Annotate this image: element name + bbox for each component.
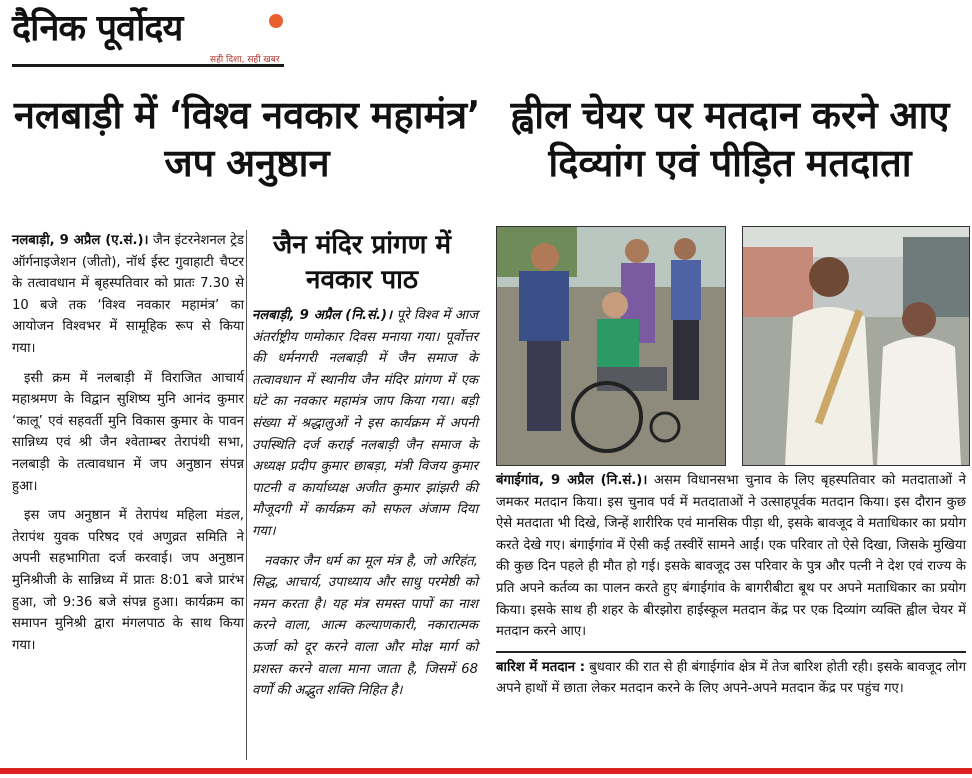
article3-headline: ह्वील चेयर पर मतदान करने आए दिव्यांग एवं पीड़ित मतदाता: [510, 93, 950, 185]
article2-body: [252, 305, 478, 710]
article2-para-1: [252, 305, 478, 543]
article1-body: [12, 230, 244, 664]
article3-body: [496, 470, 966, 708]
article3-subhead-text: बुधवार की रात से ही बंगाईगांव क्षेत्र में तेज बारिश होती रही। इसके बावजूद लोग अपने हाथों में छाता लेकर मतदान करने के लिए अपने-अपने मतदान केंद्र पर पहुंच गए।: [496, 659, 967, 697]
wheelchair-voter-photo: [496, 226, 726, 466]
article1-para-1-text: जैन इंटरनेशनल ट्रेड ऑर्गनाइजेशन (जीतो), नॉर्थ ईस्ट गुवाहाटी चैप्टर के तत्वावधान में बृहस्पतिवार को प्रातः 7.30 से 10 बजे तक ‘विश्व नवकार महामंत्र’ का आयोजन विश्वभर में सामूहिक रूप से किया गया।: [12, 233, 244, 356]
article2-headline: जैन मंदिर प्रांगण में नवकार पाठ: [272, 230, 452, 296]
masthead-tagline: सही दिशा, सही खबर: [210, 55, 280, 65]
article3-rain-para: [496, 651, 966, 700]
article2-para-1-text: पूरे विश्व में आज अंतर्राष्ट्रीय णमोकार दिवस मनाया गया। पूर्वोत्तर की धर्मनगरी नलबाड़ी में जैन समाज के तत्वावधान में स्थानीय जैन मंदिर प्रांगण में एक घंटे का नवकार महामंत्र जाप किया गया। बड़ी संख्या में श्रद्धालुओं ने इस कार्यक्रम में अपनी उपस्थिति दर्ज कराई नलबाड़ी जैन समाज के अध्यक्ष प्रदीप कुमार छाबड़ा, मंत्री विजय कुमार पाटनी व कार्याध्यक्ष अजीत कुमार झांझरी की मौजूदगी में कार्यक्रम को सफल अंजाम दिया गया।: [252, 308, 478, 539]
article1-para-2: इसी क्रम में नलबाड़ी में विराजित आचार्य महाश्रमण के विद्वान सुशिष्य मुनि आनंद कुमार ‘कालू’ एवं सहवर्ती मुनि विकास कुमार के पावन सान्निध्य एवं श्री जैन श्वेताम्बर तेरापंथी सभा, नलबाड़ी के तत्वावधान में जप अनुष्ठान संपन्न हुआ।: [12, 370, 244, 494]
article3-para-1-text: असम विधानसभा चुनाव के लिए बृहस्पतिवार को मतदाताओं ने जमकर मतदान किया। इस चुनाव पर्व में मतदाताओं ने उत्साहपूर्वक मतदान किया। इस दौरान कुछ ऐसे मतदाता भी दिखे, जिन्हें शारीरिक एवं मानसिक पीड़ा थी, इसके बावजूद वे मताधिकार का प्रयोग करते देखे गए। बंगाईगांव में ऐसी कई तस्वीरें सामने आईं। एक परिवार तो ऐसे दिखा, जिसके मुखिया की कुछ दिन पहले ही मौत हो गई। इसके बावजूद उस परिवार के पुत्र और पत्नी ने देश एवं राज्य के प्रति अपने कर्तव्य का पालन करते हुए बंगाईगांव के बागरीबीटा बूथ पर अपने मताधिकार का प्रयोग किया। इसके साथ ही शहर के बीरझोरा हाईस्कूल मतदान केंद्र पर एक दिव्यांग व्यक्ति ह्वील चेयर में मतदान करने आए।: [496, 473, 966, 640]
article3-subhead: बारिश में मतदान :: [496, 659, 585, 675]
logo-dot-icon: [269, 14, 283, 28]
article2-dateline: नलबाड़ी, 9 अप्रैल (नि.सं.)।: [252, 308, 392, 323]
article1-headline: नलबाड़ी में ‘विश्व नवकार महामंत्र’ जप अनुष्ठान: [13, 93, 481, 185]
article3-dateline: बंगाईगांव, 9 अप्रैल (नि.सं.)।: [496, 473, 648, 488]
article1-para-1: [12, 230, 244, 360]
article1-dateline: नलबाड़ी, 9 अप्रैल (ए.सं.)।: [12, 233, 149, 248]
masthead-logo: [12, 2, 284, 72]
page-bottom-rule: [0, 768, 972, 774]
article1-para-3: इस जप अनुष्ठान में तेरापंथ महिला मंडल, तेरापंथ युवक परिषद एवं अणुव्रत समिति ने अपनी सहभागिता दर्ज करवाई। जप अनुष्ठान मुनिश्रीजी के सान्निध्य में प्रातः 8:01 बजे प्रारंभ हुआ, जो 9:36 बजे संपन्न हुआ। कार्यक्रम का समापन मुनिश्री द्वारा मंगलपाठ के साथ किया गया।: [12, 508, 244, 653]
article2-para-2: नवकार जैन धर्म का मूल मंत्र है, जो अरिहंत, सिद्ध, आचार्य, उपाध्याय और साधु परमेष्ठी को नमन करता है। यह मंत्र समस्त पापों का नाश करने वाला, आत्म कल्याणकारी, नकारात्मक ऊर्जा को दूर करने वाला और मोक्ष मार्ग को प्रशस्त करने वाला माना जाता है, जिसमें 68 वर्णों की अद्भुत शक्ति निहित है।: [252, 553, 478, 699]
column-divider: [246, 230, 247, 760]
voters-showing-ink-photo: [742, 226, 970, 466]
newspaper-title: दैनिक पूर्वोदय: [12, 8, 183, 49]
article3-para-1: [496, 470, 966, 643]
